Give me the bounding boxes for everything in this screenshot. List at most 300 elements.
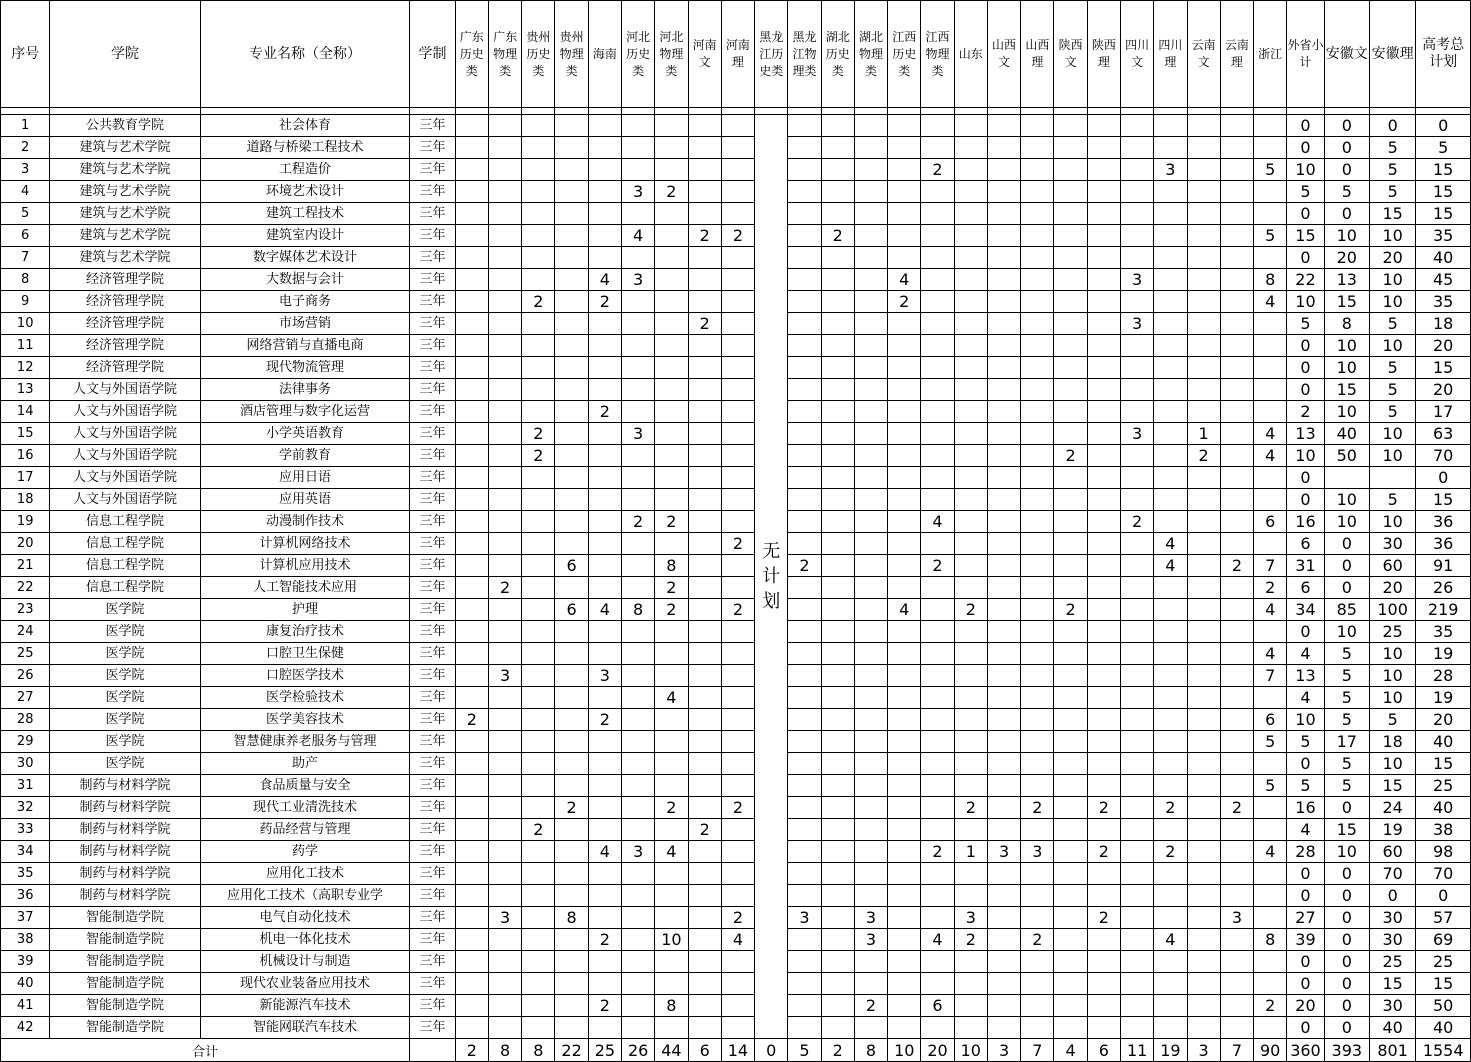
cell-province-value (588, 489, 621, 511)
cell-province-value (555, 445, 588, 467)
cell-province-value (1087, 313, 1120, 335)
cell-province-value: 4 (1254, 643, 1287, 665)
cell-province-value (821, 973, 854, 995)
cell-province-value (954, 511, 987, 533)
cell-province-value (821, 885, 854, 907)
cell-province-value (1220, 247, 1253, 269)
cell-major: 智能网联汽车技术 (200, 1017, 410, 1039)
cell-duration: 三年 (410, 929, 455, 951)
cell-province-value: 4 (721, 929, 754, 951)
table-row (1, 709, 1471, 731)
cell-province-value (622, 401, 655, 423)
cell-province-value (455, 665, 488, 687)
cell-province-value (555, 665, 588, 687)
cell-province-value (921, 665, 954, 687)
cell-major: 电气自动化技术 (200, 907, 410, 929)
cell-duration: 三年 (410, 797, 455, 819)
cell-anhui-li: 10 (1369, 511, 1415, 533)
cell-province-value (555, 841, 588, 863)
cell-province-value (455, 335, 488, 357)
cell-province-value (688, 907, 721, 929)
cell-province-value (1187, 863, 1220, 885)
cell-province-value (688, 841, 721, 863)
cell-province-value (821, 269, 854, 291)
cell-province-value (488, 357, 521, 379)
cell-province-value (821, 511, 854, 533)
cell-college: 制药与材料学院 (50, 775, 200, 797)
cell-province-value: 6 (1254, 709, 1287, 731)
cell-major: 机电一体化技术 (200, 929, 410, 951)
cell-province-value (987, 665, 1020, 687)
cell-province-value (1054, 225, 1087, 247)
cell-province-value (954, 445, 987, 467)
cell-seq: 27 (1, 687, 50, 709)
cell-anhui-li: 25 (1369, 951, 1415, 973)
cell-province-value: 2 (688, 313, 721, 335)
cell-province-value (555, 489, 588, 511)
cell-major: 计算机应用技术 (200, 555, 410, 577)
cell-province-value (1021, 819, 1054, 841)
cell-province-value (1154, 335, 1187, 357)
cell-province-value (888, 1017, 921, 1039)
cell-province-value (522, 357, 555, 379)
cell-province-value (788, 291, 821, 313)
cell-province-value (655, 951, 688, 973)
cell-province-value (1220, 841, 1253, 863)
cell-province-value (888, 687, 921, 709)
cell-total: 20 (1416, 335, 1471, 357)
cell-college: 医学院 (50, 753, 200, 775)
cell-province-value (1021, 269, 1054, 291)
cell-province-value (1254, 313, 1287, 335)
cell-province-value (688, 137, 721, 159)
cell-province-value (954, 357, 987, 379)
cell-province-value (488, 797, 521, 819)
cell-province-value (1087, 423, 1120, 445)
cell-province-value (1220, 379, 1253, 401)
cell-province-value (1120, 291, 1153, 313)
header-province: 黑龙江物理类 (788, 1, 821, 108)
cell-province-value: 6 (555, 555, 588, 577)
cell-major: 医学检验技术 (200, 687, 410, 709)
cell-province-value (555, 753, 588, 775)
cell-college: 医学院 (50, 687, 200, 709)
cell-province-value (522, 181, 555, 203)
cell-province-value (1220, 577, 1253, 599)
cell-province-value (655, 467, 688, 489)
cell-anhui-wen: 10 (1324, 621, 1369, 643)
cell-major: 应用日语 (200, 467, 410, 489)
cell-province-value (522, 489, 555, 511)
cell-province-value (921, 181, 954, 203)
cell-province-value (721, 203, 754, 225)
cell-anhui-wen: 5 (1324, 665, 1369, 687)
cell-province-value (522, 951, 555, 973)
cell-province-value (921, 1017, 954, 1039)
cell-province-value (688, 269, 721, 291)
cell-province-value (788, 269, 821, 291)
cell-province-value (1254, 137, 1287, 159)
cell-major: 口腔卫生保健 (200, 643, 410, 665)
cell-anhui-wen: 0 (1324, 907, 1369, 929)
cell-province-value (522, 1017, 555, 1039)
header-province: 广东历史类 (455, 1, 488, 108)
cell-province-value (1087, 511, 1120, 533)
cell-anhui-li: 10 (1369, 665, 1415, 687)
cell-province-value (987, 225, 1020, 247)
cell-province-value (821, 555, 854, 577)
cell-province-value (1054, 379, 1087, 401)
cell-province-value (1087, 357, 1120, 379)
cell-anhui-wen: 0 (1324, 951, 1369, 973)
cell-province-value (1154, 379, 1187, 401)
cell-province-value: 2 (954, 599, 987, 621)
cell-major: 电子商务 (200, 291, 410, 313)
cell-province-value (1187, 907, 1220, 929)
cell-province-value: 2 (1154, 797, 1187, 819)
cell-province-value (655, 137, 688, 159)
cell-province-value (821, 115, 854, 137)
cell-province-value (1054, 731, 1087, 753)
cell-province-value (522, 995, 555, 1017)
cell-province-value (888, 313, 921, 335)
cell-province-value: 3 (1154, 159, 1187, 181)
totals-province-value: 25 (588, 1039, 621, 1062)
header-province: 四川文 (1120, 1, 1153, 108)
totals-province-value: 8 (488, 1039, 521, 1062)
cell-major: 动漫制作技术 (200, 511, 410, 533)
cell-anhui-wen: 5 (1324, 753, 1369, 775)
cell-province-value (1054, 181, 1087, 203)
cell-province-value (555, 731, 588, 753)
cell-duration: 三年 (410, 533, 455, 555)
cell-college: 经济管理学院 (50, 335, 200, 357)
cell-outside-total: 31 (1287, 555, 1324, 577)
cell-province-value: 2 (1254, 577, 1287, 599)
cell-province-value (622, 929, 655, 951)
cell-province-value (954, 137, 987, 159)
cell-province-value: 7 (1254, 555, 1287, 577)
cell-province-value (821, 181, 854, 203)
cell-province-value (1187, 599, 1220, 621)
cell-province-value (954, 731, 987, 753)
cell-province-value (1087, 973, 1120, 995)
cell-outside-total: 20 (1287, 995, 1324, 1017)
cell-duration: 三年 (410, 863, 455, 885)
cell-anhui-wen: 10 (1324, 357, 1369, 379)
cell-province-value (987, 159, 1020, 181)
cell-province-value (1054, 841, 1087, 863)
cell-province-value (455, 995, 488, 1017)
cell-province-value (1054, 489, 1087, 511)
cell-province-value (488, 841, 521, 863)
cell-province-value (1254, 885, 1287, 907)
cell-province-value (622, 797, 655, 819)
cell-seq: 22 (1, 577, 50, 599)
header-province: 云南文 (1187, 1, 1220, 108)
spacer-cell (1187, 108, 1220, 115)
header-major: 专业名称（全称） (200, 1, 410, 108)
totals-province-value: 8 (522, 1039, 555, 1062)
spacer-cell (555, 108, 588, 115)
cell-province-value (588, 137, 621, 159)
cell-seq: 7 (1, 247, 50, 269)
cell-anhui-li: 40 (1369, 1017, 1415, 1039)
cell-anhui-li: 18 (1369, 731, 1415, 753)
table-row (1, 511, 1471, 533)
cell-province-value (555, 335, 588, 357)
cell-province-value (921, 203, 954, 225)
cell-province-value (488, 181, 521, 203)
cell-province-value (1087, 115, 1120, 137)
cell-province-value (821, 599, 854, 621)
cell-total: 25 (1416, 775, 1471, 797)
cell-province-value (622, 489, 655, 511)
spacer-cell (655, 108, 688, 115)
cell-province-value: 8 (1254, 269, 1287, 291)
cell-province-value (655, 973, 688, 995)
cell-province-value (888, 819, 921, 841)
spacer-cell (410, 108, 455, 115)
cell-province-value (622, 445, 655, 467)
cell-province-value (1021, 357, 1054, 379)
cell-province-value (1220, 489, 1253, 511)
cell-major: 应用化工技术 (200, 863, 410, 885)
cell-province-value (555, 423, 588, 445)
cell-province-value (1254, 621, 1287, 643)
cell-province-value (821, 1017, 854, 1039)
cell-province-value (1154, 181, 1187, 203)
cell-province-value (1120, 379, 1153, 401)
cell-province-value (921, 973, 954, 995)
cell-province-value (588, 775, 621, 797)
cell-province-value (455, 357, 488, 379)
cell-province-value (1187, 401, 1220, 423)
cell-province-value (588, 225, 621, 247)
cell-province-value (622, 951, 655, 973)
cell-province-value (455, 115, 488, 137)
cell-province-value (688, 401, 721, 423)
cell-province-value (1254, 533, 1287, 555)
cell-seq: 30 (1, 753, 50, 775)
cell-province-value (1054, 137, 1087, 159)
cell-province-value (655, 379, 688, 401)
cell-province-value (1154, 423, 1187, 445)
cell-province-value (888, 137, 921, 159)
cell-province-value (888, 929, 921, 951)
cell-province-value (622, 555, 655, 577)
cell-province-value (688, 423, 721, 445)
cell-province-value: 3 (622, 841, 655, 863)
cell-province-value: 4 (588, 841, 621, 863)
cell-province-value (888, 621, 921, 643)
cell-province-value (854, 533, 887, 555)
cell-province-value (721, 841, 754, 863)
totals-province-value: 20 (921, 1039, 954, 1062)
cell-province-value (488, 819, 521, 841)
cell-outside-total: 4 (1287, 819, 1324, 841)
cell-province-value (854, 203, 887, 225)
cell-anhui-li: 15 (1369, 973, 1415, 995)
cell-province-value (688, 445, 721, 467)
cell-province-value (1021, 995, 1054, 1017)
cell-province-value (821, 247, 854, 269)
cell-outside-total: 0 (1287, 621, 1324, 643)
cell-province-value (1154, 203, 1187, 225)
cell-total: 70 (1416, 445, 1471, 467)
cell-province-value (488, 115, 521, 137)
cell-province-value: 4 (1254, 291, 1287, 313)
cell-province-value (1087, 291, 1120, 313)
cell-seq: 12 (1, 357, 50, 379)
cell-major: 应用化工技术（高职专业学 (200, 885, 410, 907)
cell-province-value (987, 313, 1020, 335)
cell-total: 0 (1416, 115, 1471, 137)
cell-duration: 三年 (410, 643, 455, 665)
cell-province-value (455, 753, 488, 775)
cell-province-value (1021, 115, 1054, 137)
cell-outside-total: 15 (1287, 225, 1324, 247)
cell-province-value (1087, 555, 1120, 577)
cell-province-value (1154, 401, 1187, 423)
cell-province-value (954, 313, 987, 335)
cell-province-value (655, 269, 688, 291)
cell-anhui-li: 100 (1369, 599, 1415, 621)
cell-province-value (1054, 973, 1087, 995)
cell-province-value (987, 797, 1020, 819)
cell-province-value (987, 533, 1020, 555)
cell-province-value (888, 445, 921, 467)
cell-province-value (622, 709, 655, 731)
cell-anhui-wen: 10 (1324, 489, 1369, 511)
cell-province-value (1120, 797, 1153, 819)
cell-duration: 三年 (410, 357, 455, 379)
cell-outside-total: 22 (1287, 269, 1324, 291)
cell-province-value (821, 863, 854, 885)
cell-province-value (1054, 423, 1087, 445)
cell-province-value (987, 577, 1020, 599)
header-province: 黑龙江历史类 (755, 1, 788, 108)
cell-province-value (455, 247, 488, 269)
cell-province-value (921, 489, 954, 511)
cell-province-value (655, 643, 688, 665)
cell-province-value (888, 907, 921, 929)
cell-province-value: 8 (655, 995, 688, 1017)
cell-province-value (655, 313, 688, 335)
cell-province-value: 3 (588, 665, 621, 687)
cell-province-value (622, 775, 655, 797)
cell-province-value (788, 335, 821, 357)
cell-outside-total: 0 (1287, 467, 1324, 489)
cell-province-value: 2 (488, 577, 521, 599)
cell-province-value (522, 599, 555, 621)
cell-province-value (821, 291, 854, 313)
table-row (1, 181, 1471, 203)
cell-province-value (522, 269, 555, 291)
cell-province-value (1021, 511, 1054, 533)
cell-province-value (954, 423, 987, 445)
cell-province-value (688, 1017, 721, 1039)
cell-province-value (455, 577, 488, 599)
cell-province-value (488, 269, 521, 291)
cell-anhui-li: 70 (1369, 863, 1415, 885)
cell-total: 35 (1416, 225, 1471, 247)
table-row (1, 489, 1471, 511)
cell-province-value (1254, 797, 1287, 819)
cell-province-value (688, 555, 721, 577)
cell-province-value (488, 995, 521, 1017)
cell-seq: 5 (1, 203, 50, 225)
cell-province-value (622, 533, 655, 555)
cell-province-value (555, 379, 588, 401)
cell-province-value (1220, 423, 1253, 445)
cell-province-value (821, 401, 854, 423)
cell-province-value (1120, 599, 1153, 621)
cell-province-value (1120, 445, 1153, 467)
cell-province-value (1154, 115, 1187, 137)
cell-anhui-li: 20 (1369, 247, 1415, 269)
cell-province-value (1154, 357, 1187, 379)
cell-province-value (954, 753, 987, 775)
cell-province-value (721, 951, 754, 973)
cell-major: 市场营销 (200, 313, 410, 335)
cell-province-value (721, 291, 754, 313)
cell-province-value (655, 291, 688, 313)
cell-province-value (721, 401, 754, 423)
cell-province-value (954, 687, 987, 709)
cell-province-value (1154, 819, 1187, 841)
cell-province-value (1054, 467, 1087, 489)
cell-province-value (987, 819, 1020, 841)
cell-province-value (1154, 137, 1187, 159)
cell-province-value (655, 885, 688, 907)
cell-province-value (1087, 489, 1120, 511)
cell-province-value (954, 951, 987, 973)
cell-province-value (921, 885, 954, 907)
cell-duration: 三年 (410, 115, 455, 137)
cell-province-value (1154, 291, 1187, 313)
cell-province-value: 3 (488, 665, 521, 687)
cell-province-value (622, 621, 655, 643)
cell-duration: 三年 (410, 291, 455, 313)
cell-province-value (1021, 687, 1054, 709)
cell-college: 建筑与艺术学院 (50, 137, 200, 159)
cell-province-value (788, 467, 821, 489)
cell-province-value: 6 (921, 995, 954, 1017)
cell-outside-total: 5 (1287, 181, 1324, 203)
cell-province-value (588, 621, 621, 643)
cell-province-value (821, 731, 854, 753)
cell-province-value (987, 269, 1020, 291)
cell-duration: 三年 (410, 621, 455, 643)
cell-anhui-wen: 13 (1324, 269, 1369, 291)
cell-province-value (1154, 709, 1187, 731)
cell-province-value (854, 467, 887, 489)
cell-province-value: 4 (588, 269, 621, 291)
cell-province-value (788, 379, 821, 401)
cell-province-value (1187, 753, 1220, 775)
cell-province-value (1087, 401, 1120, 423)
cell-outside-total: 6 (1287, 533, 1324, 555)
cell-duration: 三年 (410, 489, 455, 511)
cell-province-value (788, 159, 821, 181)
cell-college: 制药与材料学院 (50, 819, 200, 841)
cell-province-value (821, 159, 854, 181)
cell-province-value (455, 423, 488, 445)
cell-anhui-li: 24 (1369, 797, 1415, 819)
cell-province-value (522, 203, 555, 225)
cell-province-value (1120, 907, 1153, 929)
